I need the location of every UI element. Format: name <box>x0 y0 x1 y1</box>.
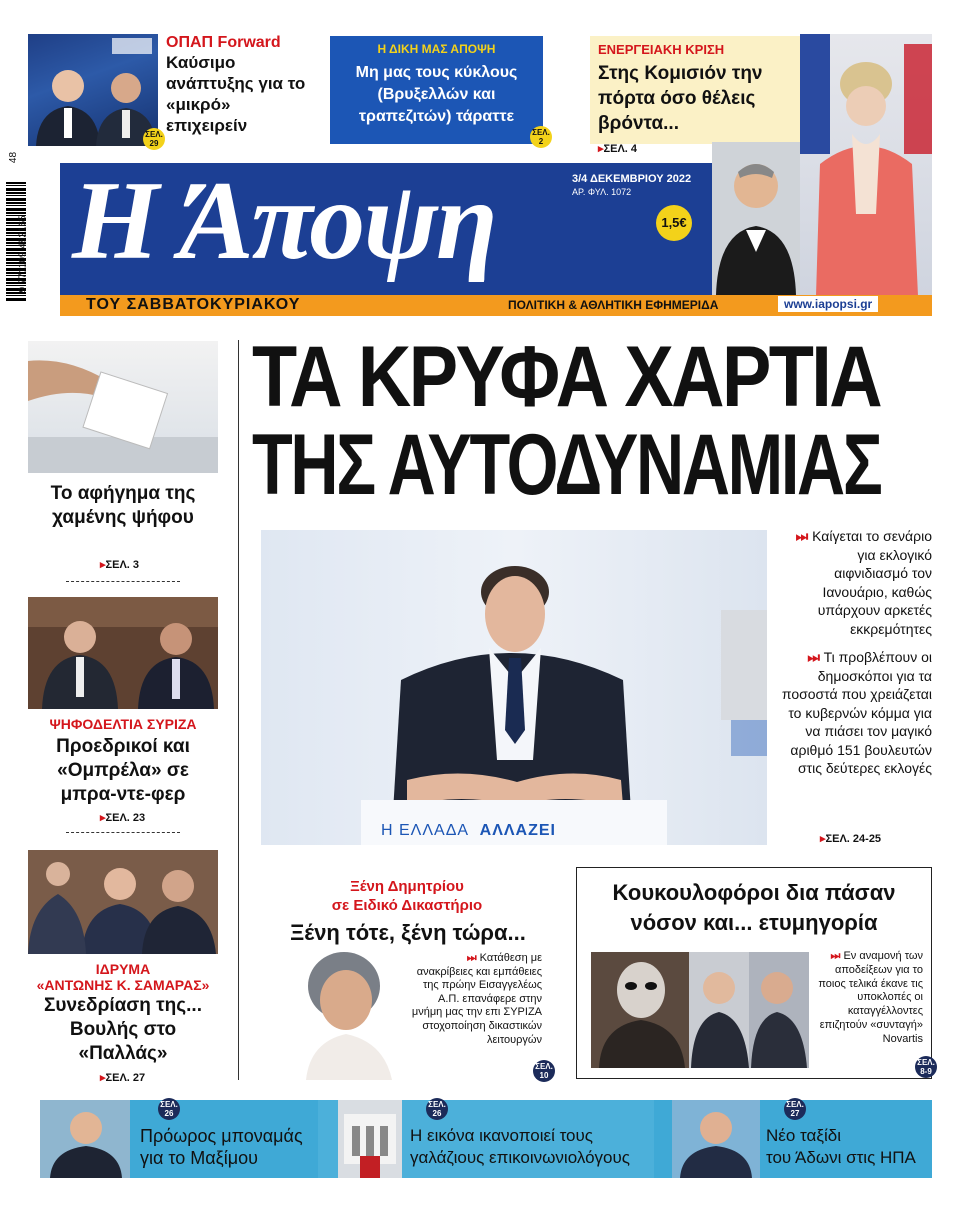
lead-bullet-2-text: Τι προβλέπουν οι δημοσκόποι για τα ποσοστά που χρειάζεται το κυβερνών κόμμα για να πιάσει τον μαγικό αριθμό 151 βουλευτών στις δεύτερες εκλογές <box>781 649 932 776</box>
opinion-text: Μη μας τους κύκλους (Βρυξελλών και τραπεζιτών) τάραττε <box>355 64 518 125</box>
opinion-page-label: ΣΕΛ. <box>532 128 550 137</box>
pierrakakis-photo <box>40 1100 130 1178</box>
masthead-subtitle-right: ΠΟΛΙΤΙΚΗ & ΑΘΛΗΤΙΚΗ ΕΦΗΜΕΡΙΔΑ <box>508 298 719 312</box>
bottom-item-2[interactable] <box>318 1100 654 1178</box>
xeni-page-label: ΣΕΛ. <box>535 1062 553 1071</box>
lead-headline-2[interactable]: ΤΗΣ ΑΥΤΟΔΥΝΑΜΙΑΣ <box>252 417 881 513</box>
masthead-url[interactable]: www.iapopsi.gr <box>778 296 878 312</box>
bottom2-page-label: ΣΕΛ. <box>428 1100 446 1109</box>
opinion-box[interactable] <box>330 36 550 146</box>
bottom3-page-num: 27 <box>790 1109 800 1118</box>
double-arrow-icon: ⏭ <box>466 952 477 964</box>
samaras-page: ▸ ΣΕΛ. 27 <box>100 1071 145 1084</box>
bottom3-line1: Νέο ταξίδι <box>766 1126 841 1145</box>
hooded-box[interactable] <box>576 867 935 1079</box>
masthead-issue: ΑΡ. ΦΥΛ. 1072 <box>572 187 632 197</box>
barcode <box>4 152 36 312</box>
bottom3-line2: του Άδωνι στις ΗΠΑ <box>766 1148 916 1167</box>
bottom1-page-num: 26 <box>164 1109 174 1118</box>
energy-page: ▸ ΣΕΛ. 4 <box>598 142 637 155</box>
vonderleyen-photo <box>800 34 932 296</box>
bottom2-line2: γαλάζιους επικοινωνιολόγους <box>410 1148 630 1167</box>
hooded-page-label: ΣΕΛ. <box>917 1058 935 1067</box>
bottom-item-1[interactable] <box>40 1100 318 1178</box>
xeni-headline[interactable]: Ξένη τότε, ξένη τώρα... <box>290 920 526 945</box>
masthead-strip <box>60 295 932 316</box>
bottom1-line2: για το Μαξίμου <box>140 1148 258 1168</box>
masthead-subtitle-left: ΤΟΥ ΣΑΒΒΑΤΟΚΥΡΙΑΚΟΥ <box>86 296 301 313</box>
podium-left: Η ΕΛΛΑΔΑ <box>381 822 469 839</box>
double-arrow-icon: ⏭ <box>795 528 809 544</box>
hooded-body-text: Εν αναμονή των αποδείξεων για το ποιος τελικά έκανε τις υποκλοπές οι καταγγέλλοντες επιζητούν «συνταγή» Novartis <box>818 950 923 1045</box>
syriza-headline[interactable]: Προεδρικοί και «Ομπρέλα» σε μπρα-ντε-φερ <box>56 736 190 805</box>
double-arrow-icon: ⏭ <box>830 950 841 962</box>
opap-page-label: ΣΕΛ. <box>145 130 163 139</box>
hooded-page-num: 8-9 <box>920 1067 932 1076</box>
price: 1,5€ <box>661 215 687 230</box>
samaras-photo <box>28 850 218 954</box>
masthead-title[interactable]: Η Άποψη <box>72 159 496 283</box>
energy-headline: Στης Κομισιόν την πόρτα όσο θέλεις βρόντα... <box>598 63 763 134</box>
syriza-kicker: ΨΗΦΟΔΕΛΤΙΑ ΣΥΡΙΖΑ <box>49 716 197 732</box>
ballot-photo <box>28 341 218 473</box>
mitsotakis-photo <box>261 530 767 845</box>
hooded-headline1: Κουκουλοφόροι δια πάσαν <box>612 880 896 905</box>
ballot-headline[interactable]: Το αφήγημα της χαμένης ψήφου <box>50 483 196 528</box>
double-arrow-icon: ⏭ <box>807 649 820 665</box>
politician-photo <box>712 142 800 295</box>
opap-headline[interactable]: Καύσιμο ανάπτυξης για το «μικρό» επιχειρείν <box>166 53 306 135</box>
barcode-top: 48 <box>8 151 20 164</box>
ballot-page: ▸ ΣΕΛ. 3 <box>100 558 139 571</box>
energy-box[interactable] <box>590 36 800 144</box>
column-divider <box>238 340 239 1080</box>
barcode-number: 9 771109 482165 <box>17 215 29 293</box>
xeni-kicker1: Ξένη Δημητρίου <box>350 878 464 895</box>
bottom1-line1: Πρόωρος μποναμάς <box>140 1126 303 1146</box>
divider <box>66 832 180 833</box>
masthead-date: 3/4 ΔΕΚΕΜΒΡΙΟΥ 2022 <box>572 173 692 185</box>
opap-page-num: 29 <box>149 139 159 148</box>
maximou-photo <box>338 1100 402 1178</box>
xeni-body <box>408 952 542 1047</box>
xeni-page-num: 10 <box>539 1071 549 1080</box>
opap-photo <box>28 34 163 148</box>
syriza-photo <box>28 597 218 709</box>
price-badge <box>656 205 692 241</box>
podium-right: ΑΛΛΑΖΕΙ <box>479 822 556 839</box>
divider <box>66 581 180 582</box>
xeni-body-text: Κατάθεση με ανακρίβειες και εμπάθειες της πρώην Εισαγγελέως Α.Π. επανάφερε στην μνήμη μας την επι ΣΥΡΙΖΑ στοχοποίηση δικαστικών λειτουργών <box>411 952 542 1046</box>
opinion-page-num: 2 <box>538 137 544 146</box>
bottom1-page-label: ΣΕΛ. <box>160 1100 178 1109</box>
energy-kicker: ΕΝΕΡΓΕΙΑΚΗ ΚΡΙΣΗ <box>598 42 725 57</box>
hooded-headline2: νόσον και... ετυμηγορία <box>630 910 878 935</box>
lead-bullet-1 <box>780 527 932 638</box>
lead-bullet-1-text: Καίγεται το σενάριο για εκλογικό αιφνιδιασμό τον Ιανουάριο, καθώς υπάρχουν αρκετές εκκρεμότητες <box>812 528 932 637</box>
lead-headline-1[interactable]: ΤΑ ΚΡΥΦΑ ΧΑΡΤΙΑ <box>252 329 881 425</box>
syriza-page: ▸ ΣΕΛ. 23 <box>100 811 145 824</box>
bottom-item-3[interactable] <box>654 1100 932 1178</box>
georgiadis-photo <box>672 1100 760 1178</box>
bottom2-line1: Η εικόνα ικανοποιεί τους <box>410 1126 593 1145</box>
hooded-photo <box>591 952 809 1068</box>
xeni-kicker2: σε Ειδικό Δικαστήριο <box>331 897 483 914</box>
samaras-headline[interactable]: Συνεδρίαση της... Βουλής στο «Παλλάς» <box>44 995 202 1064</box>
xeni-photo <box>300 946 400 1080</box>
opinion-kicker: Η ΔΙΚΗ ΜΑΣ ΑΠΟΨΗ <box>377 42 496 56</box>
podium-text <box>381 822 556 840</box>
lead-page: ▸ ΣΕΛ. 24-25 <box>820 832 881 845</box>
hooded-body <box>817 950 923 1047</box>
samaras-kicker1: ΙΔΡΥΜΑ <box>95 961 151 977</box>
opap-kicker: ΟΠΑΠ Forward <box>166 34 281 51</box>
bottom2-page-num: 26 <box>432 1109 442 1118</box>
masthead <box>60 159 712 295</box>
bottom3-page-label: ΣΕΛ. <box>786 1100 804 1109</box>
samaras-kicker2: «ΑΝΤΩΝΗΣ Κ. ΣΑΜΑΡΑΣ» <box>36 977 210 993</box>
lead-bullet-2 <box>780 648 932 778</box>
